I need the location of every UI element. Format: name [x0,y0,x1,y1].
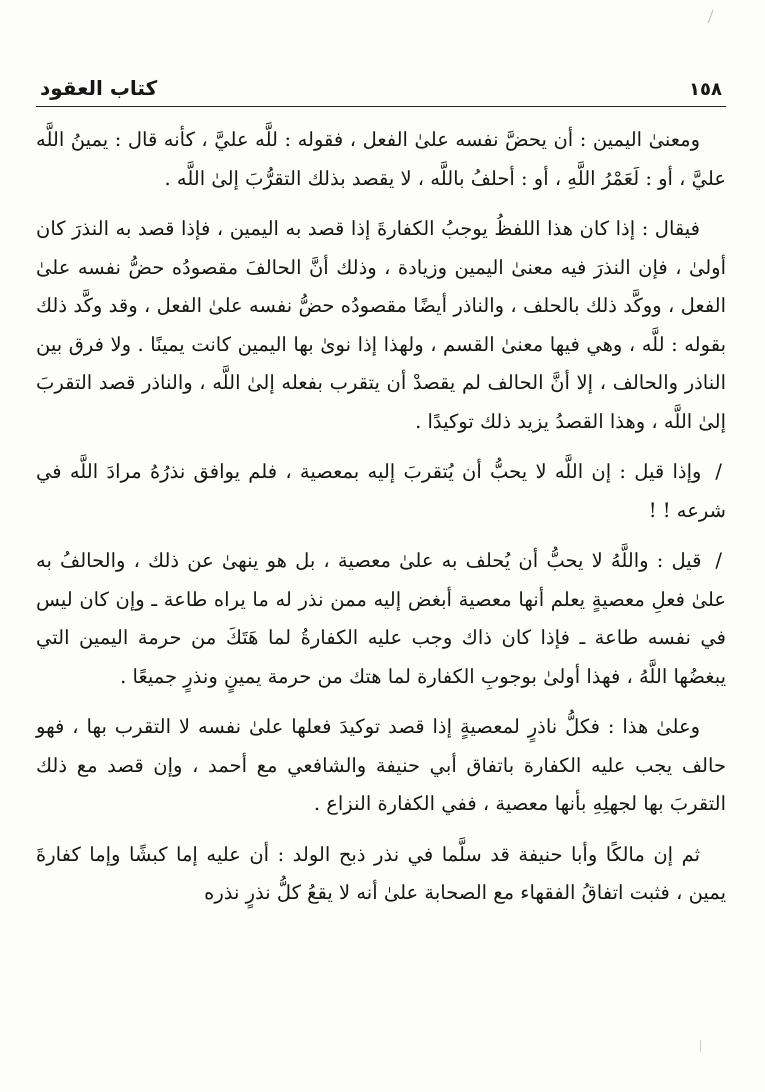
margin-marker: / [715,460,722,483]
book-title: كتاب العقود [40,76,158,100]
margin-marker: / [715,549,722,572]
paragraph-text: وإذا قيل : إن اللَّه لا يحبُّ أن يُتقربَ إليه بمعصية ، فلم يوافق نذرُهُ مرادَ اللَّه في شرعه ! ! [36,460,726,522]
paragraph-text: ثم إن مالكًا وأبا حنيفة قد سلَّما في نذر ذبح الولد : أن عليه إما كبشًا وإما كفارةَ يمين ، فثبت اتفاقُ الفقهاء مع الصحابة علىٰ أنه لا يقعُ كلُّ نذرٍ نذره [36,842,726,904]
paragraph [36,121,726,198]
paragraph-text: ومعنىٰ اليمين : أن يحضَّ نفسه علىٰ الفعل ، فقوله : للَّه عليَّ ، كأنه قال : يمينُ اللَّه عليَّ ، أو : لَعَمْرُ اللَّهِ ، أو : أحلفُ باللَّه ، لا يقصد بذلك التقرُّبَ إلىٰ اللَّه . [36,128,726,190]
page-body [36,121,726,913]
page-number: ١٥٨ [689,79,722,100]
paragraph [36,708,726,824]
scan-mark [708,10,717,25]
paragraph-text: وعلىٰ هذا : فكلُّ ناذرٍ لمعصيةٍ إذا قصد توكيدَ فعلها علىٰ نفسه لا التقرب بها ، فهو حالف يجب عليه الكفارة باتفاق أبي حنيفة والشافعي مع أحمد ، وإن قصد مع ذلك التقربَ بها لجهلِهِ بأنها معصية ، ففي الكفارة النزاع . [36,715,726,815]
paragraph [36,836,726,913]
book-page [36,70,726,1070]
paragraph [36,210,726,441]
scan-mark [700,1040,703,1052]
paragraph-text: فيقال : إذا كان هذا اللفظُ يوجبُ الكفارةَ إذا قصد به اليمين ، فإذا قصد به النذرَ كان أولىٰ ، فإن النذرَ فيه معنىٰ اليمين وزيادة ، وذلك أنَّ الحالفَ مقصودُه حضُّ نفسه علىٰ الفعل ، ووكَّد ذلك بالحلف ، والناذر أيضًا مقصودُه حضُّ نفسه علىٰ الفعل ، وقد وكَّد ذلك بقوله : للَّه ، وهي فيها معنىٰ القسم ، ولهذا إذا نوىٰ بها اليمين كانت يمينًا . ولا فرق بين الناذر والحالف ، إلا أنَّ الحالف لم يقصدْ أن يتقرب بفعله إلىٰ اللَّه ، والناذر قصد التقربَ إلىٰ اللَّه ، وهذا القصدُ يزيد ذلك توكيدًا . [36,217,726,433]
paragraph-text: قيل : واللَّهُ لا يحبُّ أن يُحلف به علىٰ معصية ، بل هو ينهىٰ عن ذلك ، والحالفُ به علىٰ فعلِ معصيةٍ يعلم أنها معصية أبغض إليه ممن نذر له ما يراه طاعة ـ وإن كان ليس في نفسه طاعة ـ فإذا كان ذاك وجب عليه الكفارةُ لما هَتَكَ من حرمة اليمين التي يبغضُها اللَّهُ ، فهذا أولىٰ بوجوبِ الكفارة لما هتك من حرمة يمينٍ ونذرٍ جميعًا . [36,549,726,688]
paragraph [36,542,726,696]
running-header [36,70,726,107]
paragraph [36,453,726,530]
